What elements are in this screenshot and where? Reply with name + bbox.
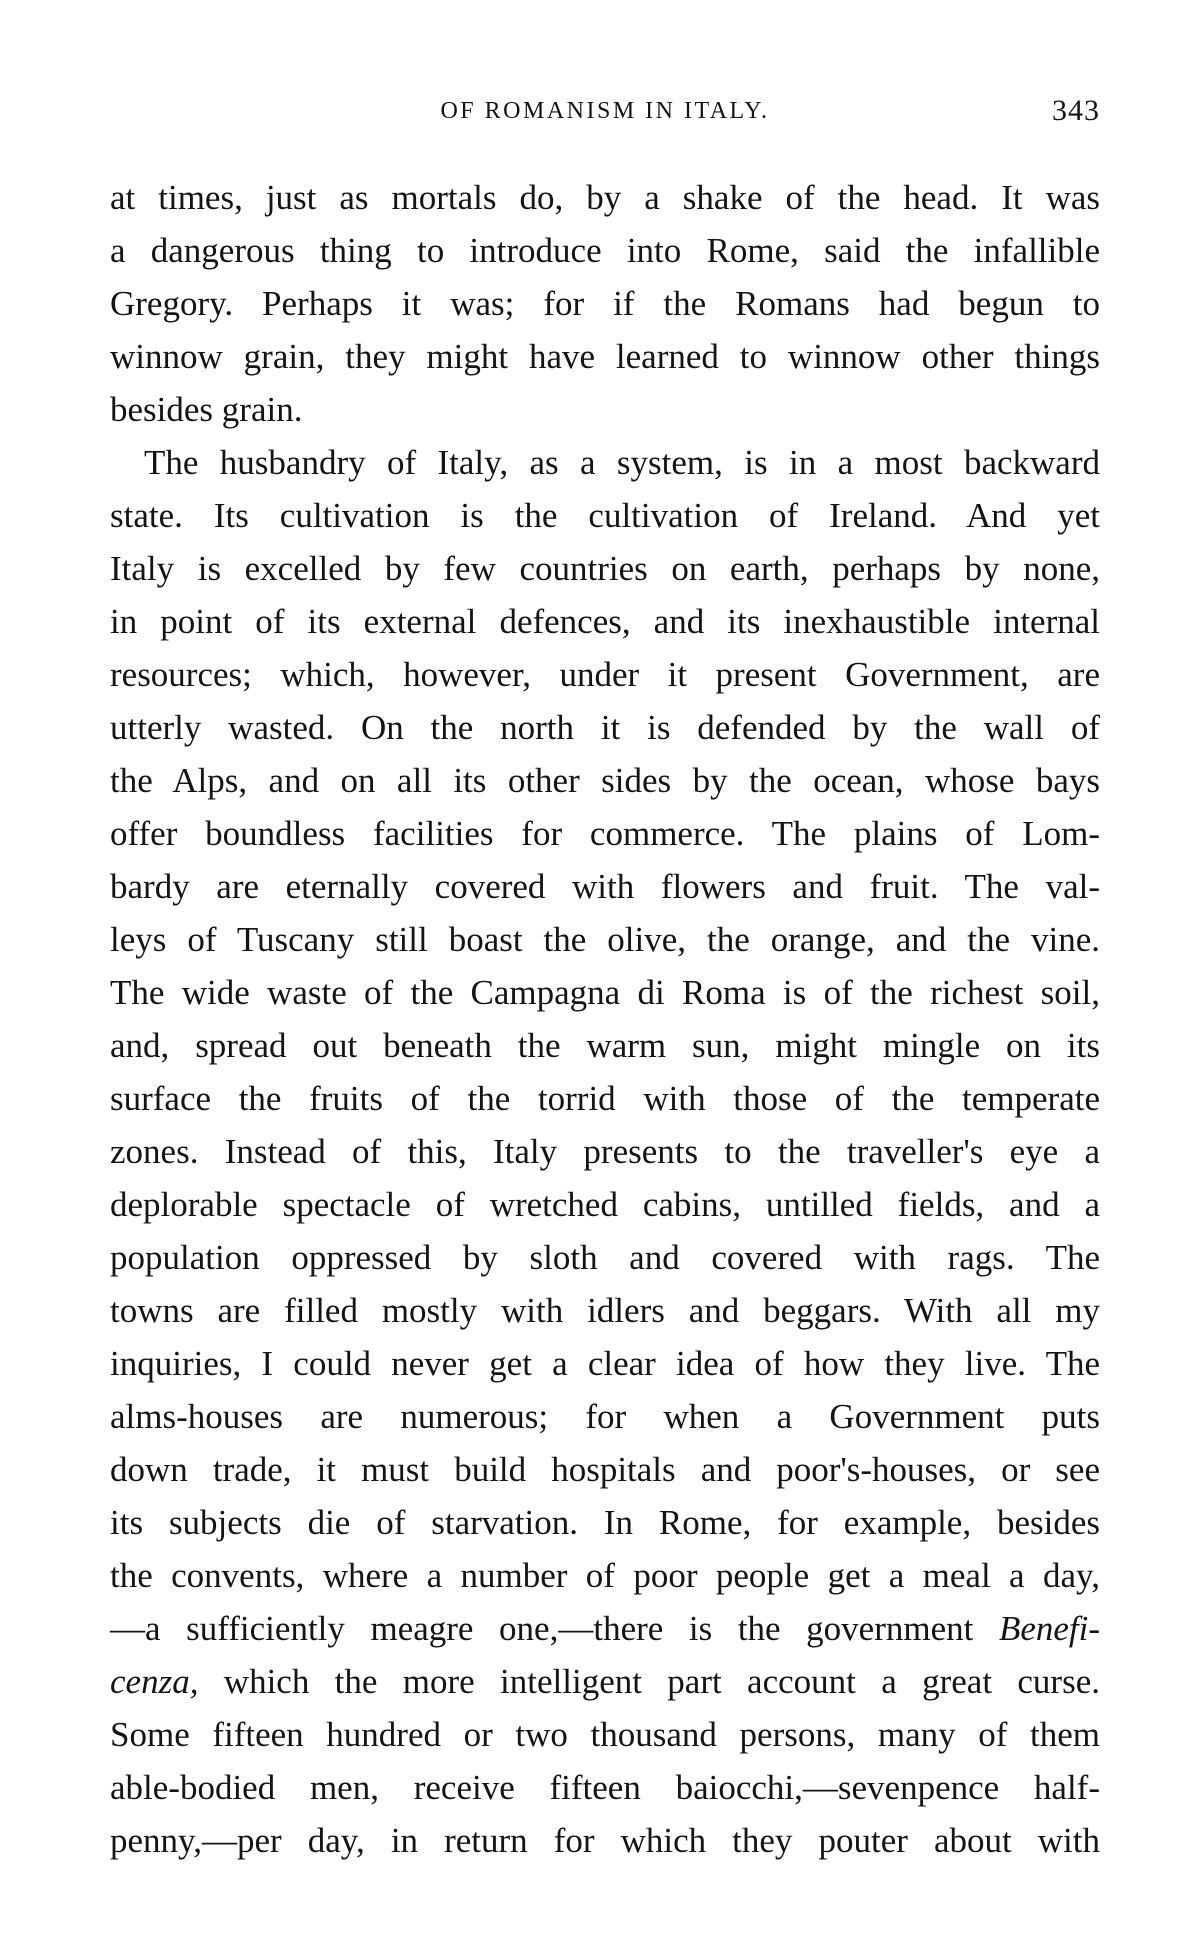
text-line: utterly wasted. On the north it is defended by the wall of [110,708,1100,747]
text-line-with-italic [110,1602,1100,1655]
page-number: 343 [1052,94,1100,127]
text-line-with-italic [110,1655,1100,1708]
line-text: which the more intelligent part account a great curse. [198,1662,1100,1701]
text-line: the convents, where a number of poor people get a meal a day, [110,1556,1100,1595]
body-text [110,171,1100,1867]
text-line: in point of its external defences, and its inexhaustible internal [110,602,1100,641]
text-line: alms-houses are numerous; for when a Government puts [110,1397,1100,1436]
text-line: The wide waste of the Campagna di Roma is of the richest soil, [110,973,1100,1012]
text-line: a dangerous thing to introduce into Rome, said the infallible [110,231,1100,270]
text-line: leys of Tuscany still boast the olive, the orange, and the vine. [110,920,1100,959]
line-text: —a sufficiently meagre one,—there is the government [110,1609,999,1648]
text-line: the Alps, and on all its other sides by the ocean, whose bays [110,761,1100,800]
text-line: deplorable spectacle of wretched cabins, untilled fields, and a [110,1185,1100,1224]
text-line: bardy are eternally covered with flowers and fruit. The val- [110,867,1100,906]
running-head [110,94,1100,134]
text-line: penny,—per day, in return for which they pouter about with [110,1821,1100,1860]
text-line: zones. Instead of this, Italy presents to the traveller's eye a [110,1132,1100,1171]
text-line: offer boundless facilities for commerce. The plains of Lom- [110,814,1100,853]
text-line: Some fifteen hundred or two thousand persons, many of them [110,1715,1100,1754]
text-line: its subjects die of starvation. In Rome, for example, besides [110,1503,1100,1542]
text-line: winnow grain, they might have learned to winnow other things [110,337,1100,376]
italic-term: cenza, [110,1662,199,1701]
paragraph-start-line: The husbandry of Italy, as a system, is in a most backward [144,443,1100,482]
text-line: inquiries, I could never get a clear idea of how they live. The [110,1344,1100,1383]
text-line: besides grain. [110,390,303,429]
text-line: Italy is excelled by few countries on earth, perhaps by none, [110,549,1100,588]
text-line: towns are filled mostly with idlers and beggars. With all my [110,1291,1100,1330]
text-line: at times, just as mortals do, by a shake of the head. It was [110,178,1100,217]
text-line: able-bodied men, receive fifteen baiocchi,—sevenpence half- [110,1768,1100,1807]
text-line: and, spread out beneath the warm sun, might mingle on its [110,1026,1100,1065]
running-title: OF ROMANISM IN ITALY. [440,98,770,124]
text-line: population oppressed by sloth and covered with rags. The [110,1238,1100,1277]
text-line: resources; which, however, under it present Government, are [110,655,1100,694]
text-line: state. Its cultivation is the cultivation of Ireland. And yet [110,496,1100,535]
text-line: surface the fruits of the torrid with those of the temperate [110,1079,1100,1118]
text-line: down trade, it must build hospitals and poor's-houses, or see [110,1450,1100,1489]
italic-term: Benefi- [998,1609,1100,1648]
text-line: Gregory. Perhaps it was; for if the Romans had begun to [110,284,1100,323]
